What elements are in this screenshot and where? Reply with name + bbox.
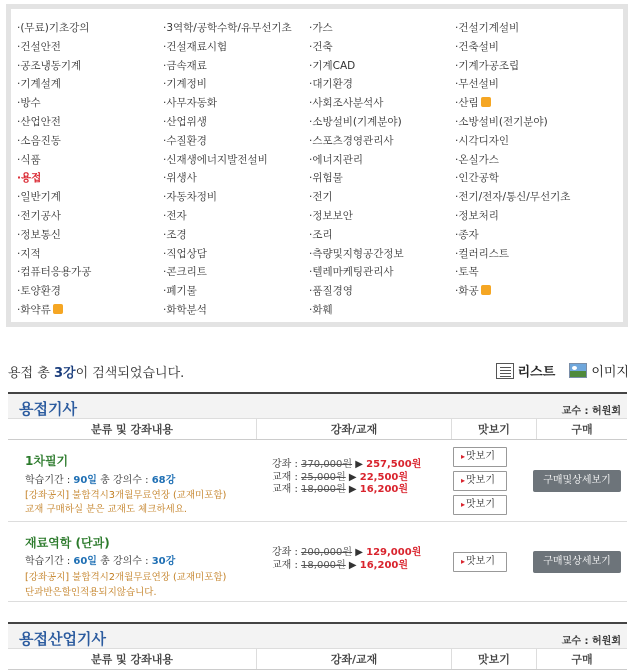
- course-item-name[interactable]: 재료역학 (단과): [25, 536, 110, 550]
- course-section: [8, 392, 627, 602]
- image-icon: [569, 363, 587, 378]
- category-link[interactable]: [163, 188, 309, 207]
- category-label: ·신재생에너지발전설비: [163, 153, 268, 166]
- course-item-notice: 단과반은할인적용되지않습니다.: [25, 587, 157, 598]
- result-suffix: 이 검색되었습니다.: [75, 366, 185, 381]
- category-label: ·사회조사분석사: [309, 97, 384, 110]
- category-label: ·측량및지형공간정보: [309, 247, 404, 260]
- category-link[interactable]: [17, 226, 163, 245]
- category-label: ·소음진동: [17, 134, 61, 147]
- category-link[interactable]: [309, 75, 455, 94]
- course-title: 용접기사: [19, 400, 77, 418]
- course-header: [8, 622, 627, 649]
- category-label: ·산업안전: [17, 115, 61, 128]
- category-link[interactable]: [455, 169, 617, 188]
- category-link[interactable]: [163, 226, 309, 245]
- course-item: [8, 440, 627, 522]
- category-link[interactable]: [455, 151, 617, 170]
- category-link[interactable]: [163, 113, 309, 132]
- category-label: ·사무자동화: [163, 97, 218, 110]
- category-label: ·용접: [17, 172, 42, 185]
- category-label: ·화학분석: [163, 303, 207, 316]
- category-link[interactable]: [163, 151, 309, 170]
- category-label: ·스포츠경영관리사: [309, 134, 394, 147]
- col-content: 분류 및 강좌내용: [8, 649, 257, 669]
- category-link[interactable]: [17, 94, 163, 113]
- category-label: ·건설안전: [17, 40, 61, 53]
- course-item-notice: [강좌공지] 불합격시3개월무료연장 (교재미포함): [25, 490, 227, 501]
- category-label: ·소방설비(기계분야): [309, 115, 402, 128]
- category-link[interactable]: [309, 301, 455, 320]
- category-label: ·지적: [17, 247, 41, 260]
- image-view-label: 이미지: [591, 365, 629, 380]
- category-label: ·정보보안: [309, 209, 353, 222]
- category-link[interactable]: [455, 245, 617, 264]
- category-label: ·품질경영: [309, 285, 353, 298]
- category-label: ·기계CAD: [309, 59, 356, 72]
- category-panel: [6, 4, 628, 327]
- category-label: ·건축: [309, 40, 333, 53]
- category-link[interactable]: [309, 245, 455, 264]
- view-toggle: [496, 361, 629, 380]
- category-label: ·컬러리스트: [455, 247, 510, 260]
- list-view-button[interactable]: [496, 361, 556, 380]
- category-link[interactable]: [17, 245, 163, 264]
- category-label: ·방수: [17, 97, 41, 110]
- course-column-headers: [8, 419, 627, 440]
- category-link[interactable]: [455, 94, 617, 113]
- category-label: ·가스: [309, 22, 333, 34]
- category-link[interactable]: [455, 226, 617, 245]
- category-label: ·인간공학: [455, 172, 499, 185]
- col-price: 강좌/교재: [257, 649, 452, 669]
- category-grid: [17, 19, 617, 320]
- category-link[interactable]: [455, 75, 617, 94]
- category-label: ·토양환경: [17, 285, 61, 298]
- course-item-notice: [강좌공지] 불합격시2개월무료연장 (교재미포함): [25, 572, 227, 583]
- course-item-meta: 학습기간 : 90일 총 강의수 : 68강: [25, 475, 176, 486]
- category-link[interactable]: [17, 151, 163, 170]
- category-label: ·화공: [455, 285, 479, 298]
- category-link[interactable]: [17, 19, 163, 38]
- category-link[interactable]: [455, 207, 617, 226]
- category-label: ·전기/전자/통신/무선기초: [455, 191, 571, 204]
- category-link[interactable]: [17, 75, 163, 94]
- category-label: ·직업상담: [163, 247, 207, 260]
- category-label: ·기계설계: [17, 78, 61, 91]
- category-link[interactable]: [163, 263, 309, 282]
- category-label: ·토목: [455, 266, 479, 279]
- category-link[interactable]: [455, 113, 617, 132]
- category-label: ·시각디자인: [455, 134, 510, 147]
- search-result-summary: [8, 362, 184, 381]
- category-link[interactable]: [309, 57, 455, 76]
- category-label: ·기계정비: [163, 78, 207, 91]
- category-link[interactable]: [17, 282, 163, 301]
- category-link[interactable]: [455, 188, 617, 207]
- image-view-button[interactable]: [569, 361, 629, 380]
- category-link[interactable]: [455, 57, 617, 76]
- category-label: ·조리: [309, 228, 333, 241]
- category-label: ·텔레마케팅관리사: [309, 266, 394, 279]
- category-link[interactable]: [17, 301, 163, 320]
- category-link[interactable]: [17, 113, 163, 132]
- category-label: ·대기환경: [309, 78, 353, 91]
- category-label: ·콘크리트: [163, 266, 207, 279]
- category-link[interactable]: [163, 38, 309, 57]
- category-label: ·위험물: [309, 172, 343, 185]
- category-label: ·화약류: [17, 303, 51, 316]
- category-label: ·전기: [309, 191, 333, 204]
- category-label: ·정보통신: [17, 228, 61, 241]
- col-buy: 구매: [571, 423, 593, 436]
- category-label: ·3역학/공학수학/유무선기초: [163, 22, 292, 34]
- col-content: 분류 및 강좌내용: [8, 419, 257, 439]
- price-line: 강좌 : 370,000원 ▶ 257,500원: [272, 459, 422, 470]
- list-icon: [496, 363, 514, 379]
- category-label: ·일반기계: [17, 191, 61, 204]
- category-label: ·컴퓨터응용가공: [17, 266, 92, 279]
- sample-button[interactable]: ▸ 맛보기: [453, 471, 507, 491]
- col-sample: 맛보기: [452, 649, 537, 669]
- result-count: 3강: [53, 366, 76, 381]
- category-label: ·종자: [455, 228, 479, 241]
- category-link[interactable]: [309, 188, 455, 207]
- category-label: ·자동차정비: [163, 191, 218, 204]
- col-sample: 맛보기: [452, 419, 537, 439]
- category-link[interactable]: [163, 94, 309, 113]
- category-label: ·산림: [455, 97, 479, 110]
- category-link[interactable]: [163, 19, 309, 38]
- category-label: ·에너지관리: [309, 153, 364, 166]
- col-price: 강좌/교재: [257, 419, 452, 439]
- course-professor: 교수 : 허원회: [561, 636, 621, 647]
- buy-detail-button[interactable]: 구매및상세보기: [533, 470, 621, 492]
- category-link[interactable]: [309, 132, 455, 151]
- list-view-label: 리스트: [517, 365, 556, 380]
- category-link[interactable]: [309, 207, 455, 226]
- category-label: ·소방설비(전기분야): [455, 115, 548, 128]
- category-link[interactable]: [17, 207, 163, 226]
- category-link[interactable]: [455, 263, 617, 282]
- category-link[interactable]: [163, 57, 309, 76]
- price-line: 강좌 : 200,000원 ▶ 129,000원: [272, 547, 422, 558]
- category-label: ·조경: [163, 228, 187, 241]
- price-line: 교재 : 18,000원 ▶ 16,200원: [272, 559, 409, 571]
- category-label: ·기계가공조립: [455, 59, 520, 72]
- course-item: [8, 522, 627, 602]
- category-link[interactable]: [455, 19, 617, 38]
- price-line: 교재 : 25,000원 ▶ 22,500원: [272, 471, 409, 483]
- category-link[interactable]: [309, 113, 455, 132]
- category-label: ·산업위생: [163, 115, 207, 128]
- category-link[interactable]: [17, 188, 163, 207]
- sample-button[interactable]: ▸ 맛보기: [453, 495, 507, 515]
- course-header: [8, 392, 627, 419]
- category-label: ·식품: [17, 153, 41, 166]
- category-label: ·위생사: [163, 172, 197, 185]
- category-link[interactable]: [309, 38, 455, 57]
- course-column-headers: [8, 649, 627, 670]
- category-link[interactable]: [163, 132, 309, 151]
- category-label: ·건설기계설비: [455, 22, 520, 34]
- category-label: ·무선설비: [455, 78, 499, 91]
- category-link[interactable]: [455, 282, 617, 301]
- category-link[interactable]: [309, 94, 455, 113]
- category-label: ·건설재료시험: [163, 40, 228, 53]
- category-link[interactable]: [163, 245, 309, 264]
- category-label: ·금속재료: [163, 59, 207, 72]
- price-line: 교재 : 18,000원 ▶ 16,200원: [272, 484, 409, 495]
- category-label: ·공조냉동기계: [17, 59, 82, 72]
- category-link[interactable]: [17, 263, 163, 282]
- sample-button[interactable]: ▸ 맛보기: [453, 447, 507, 467]
- category-link[interactable]: [17, 169, 163, 188]
- category-link[interactable]: [309, 282, 455, 301]
- category-link[interactable]: [163, 207, 309, 226]
- price-list: [272, 459, 421, 497]
- new-badge-icon: [481, 285, 491, 295]
- category-link[interactable]: [309, 169, 455, 188]
- course-title: 용접산업기사: [19, 630, 106, 648]
- course-item-meta: 학습기간 : 60일 총 강의수 : 30강: [25, 556, 176, 567]
- category-label: ·전기공사: [17, 209, 61, 222]
- category-link[interactable]: [455, 38, 617, 57]
- category-link[interactable]: [309, 226, 455, 245]
- price-list: [272, 547, 421, 572]
- category-label: ·정보처리: [455, 209, 499, 222]
- category-link[interactable]: [163, 301, 309, 320]
- course-professor: 교수 : 허원회: [561, 406, 621, 417]
- category-link[interactable]: [309, 263, 455, 282]
- category-link[interactable]: [163, 169, 309, 188]
- sample-button[interactable]: ▸ 맛보기: [453, 552, 507, 572]
- category-label: ·전자: [163, 209, 187, 222]
- category-label: ·온실가스: [455, 153, 499, 166]
- category-link[interactable]: [309, 19, 455, 38]
- category-label: ·수질환경: [163, 134, 207, 147]
- category-link[interactable]: [17, 57, 163, 76]
- category-link[interactable]: [309, 151, 455, 170]
- category-link[interactable]: [17, 38, 163, 57]
- category-link[interactable]: [163, 75, 309, 94]
- new-badge-icon: [481, 97, 491, 107]
- new-badge-icon: [53, 304, 63, 314]
- category-label: ·건축설비: [455, 40, 499, 53]
- category-label: ·화훼: [309, 303, 333, 316]
- category-link[interactable]: [455, 132, 617, 151]
- category-label: ·폐기물: [163, 285, 197, 298]
- col-buy: 구매: [571, 653, 593, 666]
- category-link[interactable]: [163, 282, 309, 301]
- course-item-name[interactable]: 1차필기: [25, 454, 69, 468]
- course-item-notice: 교재 구매하실 분은 교재도 체크하세요.: [25, 504, 187, 515]
- category-label: ·(무료)기초강의: [17, 22, 90, 34]
- result-prefix: 용접 총: [8, 366, 54, 381]
- buy-detail-button[interactable]: 구매및상세보기: [533, 551, 621, 573]
- category-link[interactable]: [17, 132, 163, 151]
- course-section: [8, 622, 627, 670]
